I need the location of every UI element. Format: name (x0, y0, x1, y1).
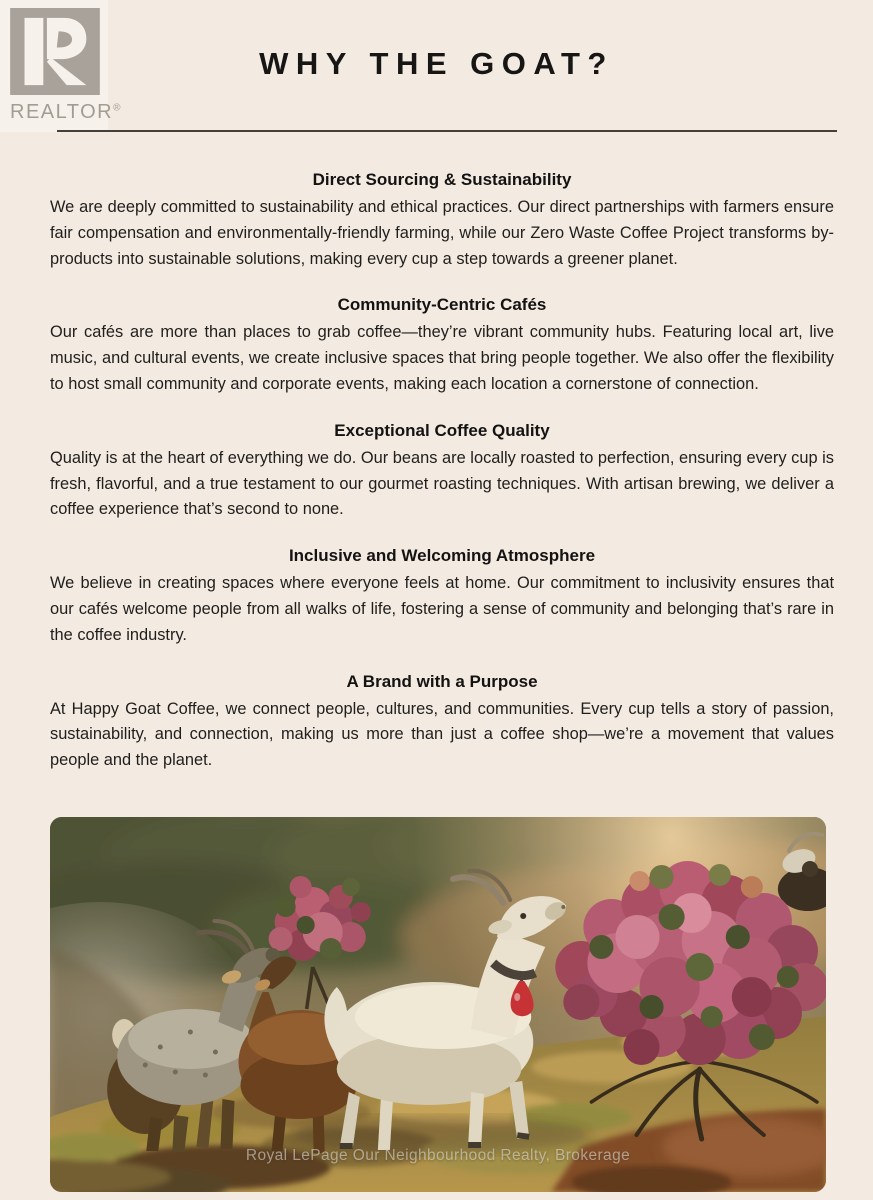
section-body: We believe in creating spaces where everyone feels at home. Our commitment to inclusivity ensures that our cafés welcome people from all walks of life, fostering a sense of community and belonging that’s rare in the coffee industry. (50, 574, 834, 644)
section-heading: Inclusive and Welcoming Atmosphere (288, 546, 596, 566)
section-heading: Direct Sourcing & Sustainability (312, 170, 572, 189)
warm-haze-overlay (50, 817, 826, 1192)
section-heading: A Brand with a Purpose (346, 671, 538, 691)
photo-watermark: Royal LePage Our Neighbourhood Realty, Brokerage (245, 1147, 631, 1164)
section-heading: Exceptional Coffee Quality (334, 420, 550, 440)
content-column (50, 170, 834, 797)
section-coffee-quality (50, 421, 834, 523)
section-body: At Happy Goat Coffee, we connect people, cultures, and communities. Every cup tells a story of passion, sustainability, and connection, making us more than just a coffee shop—we’re a movement that values people and the planet. (50, 699, 834, 770)
section-brand-purpose (50, 672, 834, 774)
title-divider (57, 130, 837, 132)
goats-photo (50, 817, 826, 1192)
registered-trademark-symbol: ® (113, 102, 121, 114)
realtor-logo-text (10, 101, 121, 124)
section-body: We are deeply committed to sustainability and ethical practices. Our direct partnerships with farmers ensure fair compensation and environmentally-friendly farming, while our Zero Waste Coffee Project transforms by-products into sustainable solutions, making every cup a step towards a greener planet. (50, 198, 834, 268)
section-direct-sourcing (50, 170, 834, 272)
section-heading: Community-Centric Cafés (337, 295, 547, 315)
page-title: WHY THE GOAT? (259, 46, 614, 81)
section-body: Quality is at the heart of everything we do. Our beans are locally roasted to perfection, ensuring every cup is fresh, flavorful, and a true testament to our gourmet roasting techniques. With artisan brewing, we deliver a coffee experience that’s second to none. (50, 448, 834, 519)
section-community-cafes (50, 295, 834, 397)
realtor-wordmark: REALTOR (10, 101, 114, 123)
section-inclusive-atmosphere (50, 546, 834, 648)
section-body: Our cafés are more than places to grab coffee—they’re vibrant community hubs. Featuring local art, live music, and cultural events, we create inclusive spaces that bring people together. We also offer the flexibility to host small community and corporate events, making each location a cornerstone of connection. (50, 323, 834, 393)
goats-photo-scene (50, 817, 826, 1192)
